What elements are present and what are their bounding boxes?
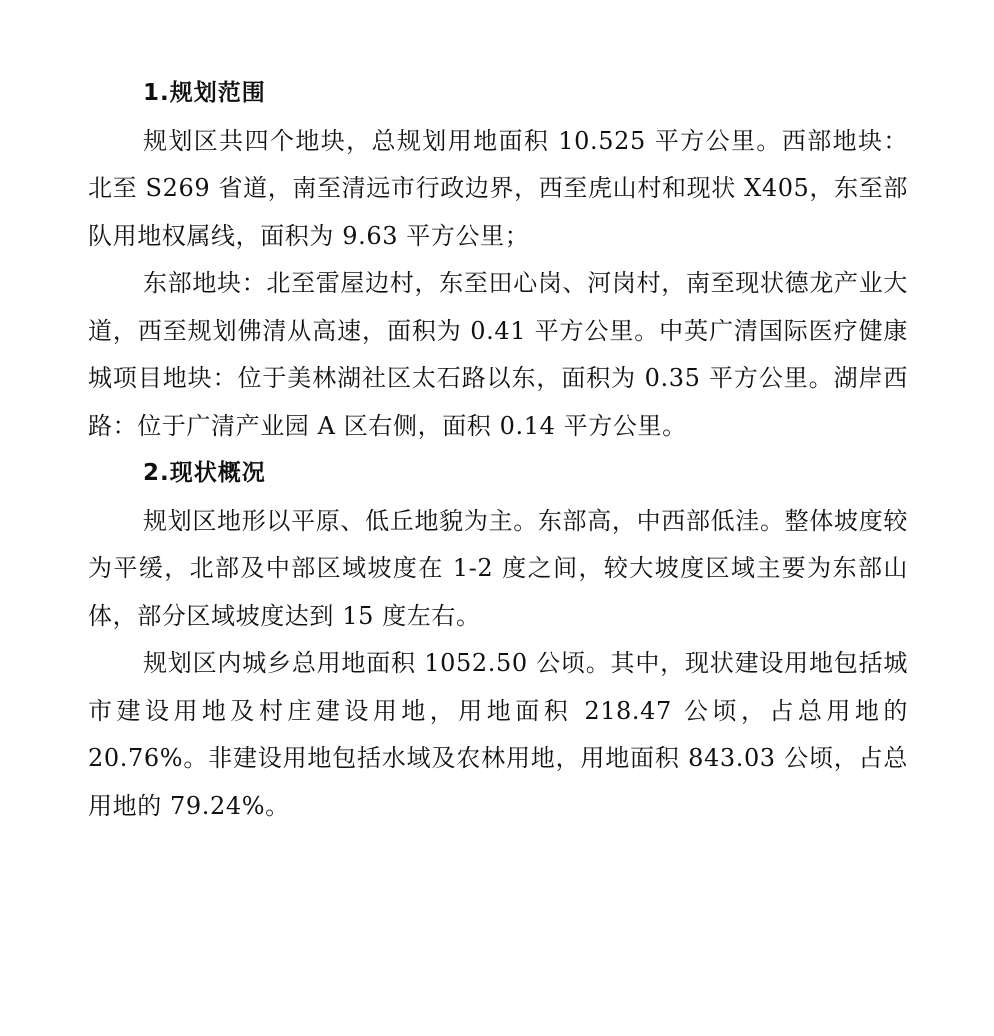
paragraph-east-plot: 东部地块：北至雷屋边村，东至田心岗、河岗村，南至现状德龙产业大道，西至规划佛清从高速，面积为 0.41 平方公里。中英广清国际医疗健康城项目地块：位于美林湖社区太石路以东，面积为 0.35 平方公里。湖岸西路：位于广清产业园 A 区右侧，面积 0.14 平方公里。 — [88, 269, 908, 440]
paragraph-west-plot: 规划区共四个地块，总规划用地面积 10.525 平方公里。西部地块：北至 S269 省道，南至清远市行政边界，西至虎山村和现状 X405，东至部队用地权属线，面积为 9.63 平方公里； — [88, 126, 908, 250]
paragraph-land-use: 规划区内城乡总用地面积 1052.50 公顷。其中，现状建设用地包括城市建设用地及村庄建设用地，用地面积 218.47 公顷，占总用地的 20.76%。非建设用地包括水域及农林用地，用地面积 843.03 公顷，占总用地的 79.24%。 — [88, 649, 908, 820]
paragraph-terrain: 规划区地形以平原、低丘地貌为主。东部高，中西部低洼。整体坡度较为平缓，北部及中部区域坡度在 1-2 度之间，较大坡度区域主要为东部山体，部分区域坡度达到 15 度左右。 — [88, 506, 908, 630]
section-heading-planning-scope: 1.规划范围 — [143, 80, 266, 106]
document-body — [88, 70, 908, 830]
section-heading-current-status: 2.现状概况 — [143, 460, 266, 486]
